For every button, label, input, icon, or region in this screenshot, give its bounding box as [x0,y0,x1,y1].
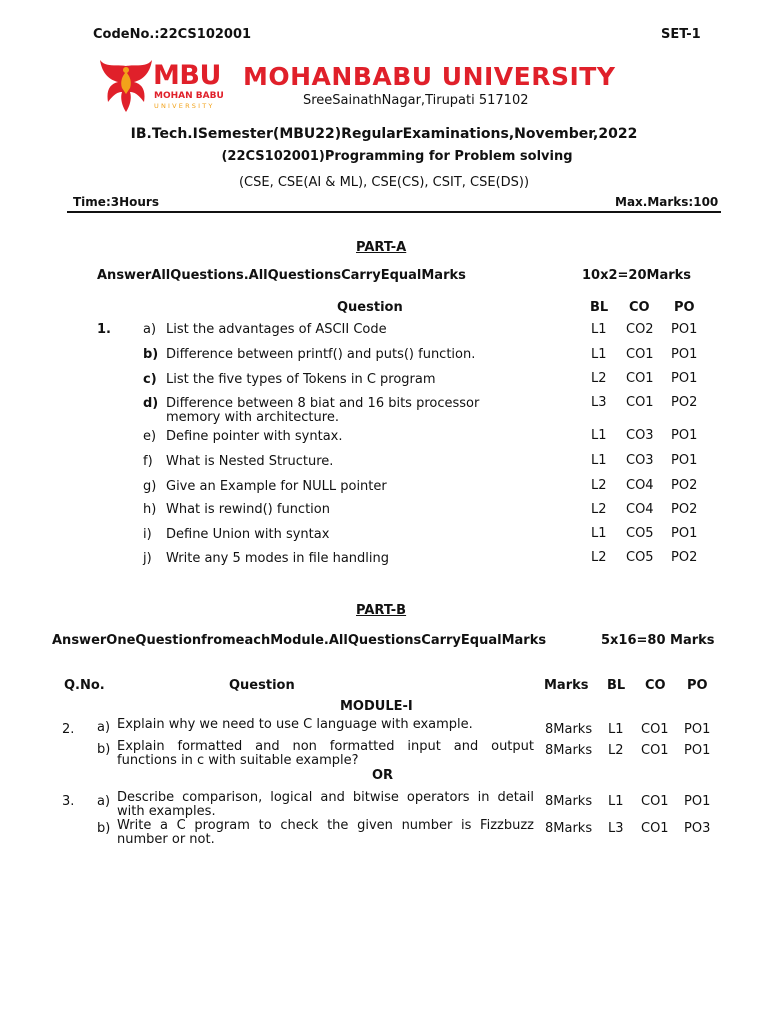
item-po: PO2 [671,502,698,517]
item-bl: L3 [608,821,624,836]
item-po: PO1 [671,526,698,541]
module-title: MODULE-I [340,699,413,714]
item-co: CO4 [626,478,654,493]
item-label: d) [143,396,159,411]
item-bl: L2 [591,502,607,517]
item-po: PO1 [684,743,711,758]
item-label: a) [97,720,111,735]
item-po: PO1 [684,722,711,737]
item-co: CO1 [626,371,654,386]
question-1-number: 1. [97,322,111,337]
item-co: CO5 [626,526,654,541]
item-text: Difference between printf() and puts() function. [166,347,476,362]
set-label: SET-1 [661,27,701,42]
item-text: Write a C program to check the given number is Fizzbuzz number or not. [117,818,534,847]
item-co: CO1 [641,722,669,737]
item-text: What is Nested Structure. [166,454,334,469]
item-marks: 8Marks [545,722,593,737]
item-text: Define pointer with syntax. [166,429,343,444]
item-text: Describe comparison, logical and bitwise operators in detail with examples. [117,790,534,819]
item-marks: 8Marks [545,743,593,758]
item-bl: L2 [591,478,607,493]
part-a-header-bl: BL [590,300,609,315]
item-label: c) [143,372,157,387]
item-bl: L1 [591,347,607,362]
part-a-header-question: Question [337,300,403,315]
item-bl: L2 [608,743,624,758]
item-co: CO1 [626,347,654,362]
item-label: b) [97,742,111,757]
time-label: Time:3Hours [73,195,159,209]
exam-title: IB.Tech.ISemester(MBU22)RegularExaminations,November,2022 [130,126,638,142]
part-b-instruction: AnswerOneQuestionfromeachModule.AllQuestionsCarryEqualMarks [52,633,547,648]
item-label: b) [143,347,159,362]
branches: (CSE, CSE(AI & ML), CSE(CS), CSIT, CSE(DS)) [238,175,530,190]
item-label: a) [97,794,111,809]
item-po: PO1 [671,428,698,443]
item-label: h) [143,502,157,517]
item-bl: L1 [591,322,607,337]
item-label: f) [143,454,153,469]
item-label: i) [143,527,152,542]
part-b-title: PART-B [356,603,407,618]
or-separator: OR [372,768,394,783]
university-logo [98,58,228,114]
item-bl: L1 [608,794,624,809]
item-bl: L3 [591,395,607,410]
part-a-title: PART-A [356,240,407,255]
question-number: 2. [62,722,75,737]
item-po: PO2 [671,550,698,565]
item-bl: L1 [608,722,624,737]
item-text: List the five types of Tokens in C program [166,372,436,387]
max-marks: Max.Marks:100 [615,195,719,209]
question-number: 3. [62,794,75,809]
part-b-header-question: Question [229,678,295,693]
item-po: PO1 [684,794,711,809]
item-text: Define Union with syntax [166,527,330,542]
item-text: Difference between 8 biat and 16 bits processor [166,396,480,411]
university-name: MOHANBABU UNIVERSITY [243,62,616,91]
part-a-marks: 10x2=20Marks [582,268,692,283]
item-label: j) [143,551,152,566]
item-text: Give an Example for NULL pointer [166,479,387,494]
logo-line-1: MOHAN BABU [154,91,224,101]
item-po: PO1 [671,453,698,468]
item-label: b) [97,821,111,836]
part-b-header-qno: Q.No. [64,678,105,693]
code-number: CodeNo.:22CS102001 [93,27,252,42]
phoenix-emblem-icon [98,58,154,114]
item-po: PO3 [684,821,711,836]
item-marks: 8Marks [545,794,593,809]
item-co: CO3 [626,453,654,468]
item-text: List the advantages of ASCII Code [166,322,387,337]
part-b-header-marks: Marks [544,678,589,693]
item-po: PO2 [671,395,698,410]
item-po: PO1 [671,347,698,362]
item-label: g) [143,479,157,494]
item-co: CO4 [626,502,654,517]
item-po: PO1 [671,371,698,386]
part-b-header-po: PO [687,678,708,693]
part-a-instruction: AnswerAllQuestions.AllQuestionsCarryEqualMarks [97,268,466,283]
item-co: CO3 [626,428,654,443]
item-bl: L1 [591,428,607,443]
item-marks: 8Marks [545,821,593,836]
item-bl: L2 [591,371,607,386]
item-label: a) [143,322,157,337]
header-divider [67,211,721,213]
item-co: CO1 [641,821,669,836]
item-co: CO1 [641,794,669,809]
item-text: Explain why we need to use C language with example. [117,717,473,732]
item-text: What is rewind() function [166,502,330,517]
item-po: PO1 [671,322,698,337]
university-address: SreeSainathNagar,Tirupati 517102 [303,93,529,108]
part-b-marks: 5x16=80 Marks [601,633,715,648]
item-co: CO1 [626,395,654,410]
item-text-continued: memory with architecture. [166,410,339,425]
item-po: PO2 [671,478,698,493]
logo-abbreviation: MBU [153,60,221,91]
item-co: CO2 [626,322,654,337]
item-co: CO5 [626,550,654,565]
part-b-header-co: CO [645,678,666,693]
item-bl: L2 [591,550,607,565]
part-b-header-bl: BL [607,678,626,693]
course-title: (22CS102001)Programming for Problem solving [221,149,573,164]
item-bl: L1 [591,453,607,468]
part-a-header-po: PO [674,300,695,315]
item-text: Write any 5 modes in file handling [166,551,389,566]
item-label: e) [143,429,157,444]
item-text: Explain formatted and non formatted input and output functions in c with suitable example? [117,739,534,768]
item-bl: L1 [591,526,607,541]
part-a-header-co: CO [629,300,650,315]
logo-line-2: UNIVERSITY [154,102,215,110]
item-co: CO1 [641,743,669,758]
